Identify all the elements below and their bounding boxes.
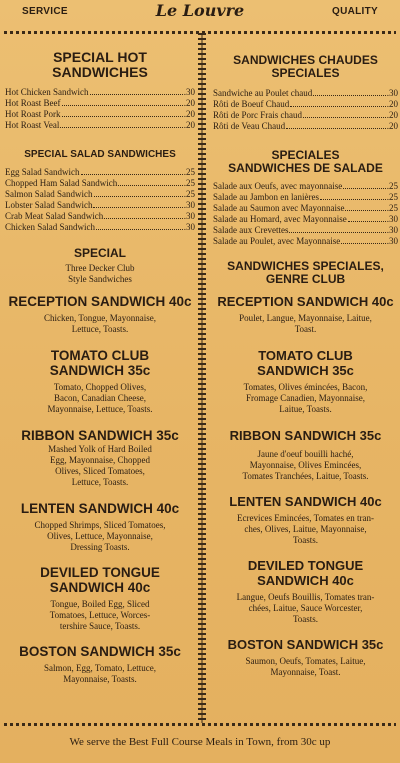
item-name: Lobster Salad Sandwich <box>5 200 93 210</box>
list-item <box>213 88 398 99</box>
special-heading: SPECIAL <box>73 246 126 260</box>
lenten-desc: Chopped Shrimps, Sliced Tomatoes, <box>34 520 166 530</box>
item-price: .30 <box>386 214 398 224</box>
item-name: Crab Meat Salad Sandwich <box>5 211 104 221</box>
deviled-desc: Tomatoes, Lettuce, Worces- <box>49 610 151 620</box>
tomato-desc: Mayonnaise, Lettuce, Toasts. <box>47 404 153 414</box>
item-name: Salmon Salad Sandwich <box>5 189 93 199</box>
tomato-fr-heading: TOMATO CLUB <box>258 348 353 363</box>
special-desc-line: Style Sandwiches <box>68 274 132 284</box>
item-price: .30 <box>183 222 195 232</box>
tomato-fr-desc: Laitue, Toasts. <box>279 404 332 414</box>
boston-desc: Mayonnaise, Toasts. <box>63 674 137 684</box>
hot-sandwiches-list <box>5 87 195 131</box>
tomato-desc: Tomato, Chopped Olives, <box>53 382 147 392</box>
item-price: .20 <box>183 98 195 108</box>
lenten-fr-desc: ches, Olives, Laitue, Mayonnaise, <box>244 524 367 534</box>
list-item <box>5 109 195 120</box>
list-item <box>5 189 195 200</box>
list-item <box>5 98 195 109</box>
item-price: .30 <box>386 225 398 235</box>
item-name: Salade aux Oeufs, avec mayonnaise <box>213 181 343 191</box>
special-fr-heading: GENRE CLUB <box>265 272 346 286</box>
quality-label: QUALITY <box>332 6 378 17</box>
list-item <box>5 222 195 233</box>
item-price: .25 <box>183 189 195 199</box>
deviled-heading: SANDWICH 40c <box>49 580 151 595</box>
reception-desc: Chicken, Tongue, Mayonnaise, <box>44 313 156 323</box>
ribbon-desc: Lettuce, Toasts. <box>71 477 129 487</box>
special-desc-line: Three Decker Club <box>65 263 135 273</box>
item-name: Hot Chicken Sandwich <box>5 87 89 97</box>
deviled-desc: Tongue, Boiled Egg, Sliced <box>50 599 150 609</box>
header <box>0 0 400 30</box>
item-price: .25 <box>183 167 195 177</box>
list-item <box>213 181 398 192</box>
lenten-desc: Olives, Lettuce, Mayonnaise, <box>47 531 153 541</box>
list-item <box>5 200 195 211</box>
salad-sandwiches-heading: SPECIAL SALAD SANDWICHES <box>24 149 176 160</box>
footer-tagline: We serve the Best Full Course Meals in Town, from 30c up <box>69 736 331 748</box>
service-label: SERVICE <box>22 6 68 17</box>
deviled-fr-heading: SANDWICH 40c <box>257 573 354 588</box>
tomato-fr-heading: SANDWICH 35c <box>257 363 354 378</box>
deviled-fr-heading: DEVILED TONGUE <box>247 558 364 573</box>
list-item <box>5 167 195 178</box>
list-item <box>5 211 195 222</box>
tomato-fr-desc: Fromage Canadien, Mayonnaise, <box>246 393 365 403</box>
item-price: .30 <box>183 200 195 210</box>
french-column <box>213 38 398 678</box>
reception-desc: Lettuce, Toasts. <box>71 324 129 334</box>
special-fr-heading: SANDWICHES SPECIALES, <box>227 259 384 273</box>
lenten-desc: Dressing Toasts. <box>70 542 130 552</box>
salad-sandwiches-fr-list <box>213 181 398 247</box>
item-price: .25 <box>183 178 195 188</box>
reception-fr-heading: RECEPTION SANDWICH 40c <box>217 294 394 309</box>
deviled-fr-desc: Langue, Oeufs Bouillis, Tomates tran- <box>236 592 375 602</box>
ribbon-fr-desc: Jaune d'oeuf bouilli haché, <box>257 449 354 459</box>
deviled-fr-desc: Toasts. <box>292 614 319 624</box>
hot-sandwiches-fr-heading: SPECIALES <box>271 66 340 80</box>
center-divider <box>198 33 206 723</box>
brand-title: Le Louvre <box>155 1 245 20</box>
item-price: .20 <box>386 110 398 120</box>
reception-fr-desc: Toast. <box>294 324 317 334</box>
ribbon-desc: Olives, Sliced Tomatoes, <box>55 466 145 476</box>
item-price: .30 <box>386 88 398 98</box>
item-price: .30 <box>183 211 195 221</box>
item-name: Salade au Saumon avec Mayonnaise <box>213 203 345 213</box>
list-item <box>5 178 195 189</box>
list-item <box>213 203 398 214</box>
boston-desc: Salmon, Egg, Tomato, Lettuce, <box>44 663 156 673</box>
salad-sandwiches-fr-heading: SPECIALES <box>271 148 340 162</box>
item-name: Chopped Ham Salad Sandwich <box>5 178 118 188</box>
bottom-border <box>4 723 396 726</box>
english-column <box>5 38 195 685</box>
tomato-heading: TOMATO CLUB <box>50 348 150 363</box>
list-item <box>213 225 398 236</box>
list-item <box>213 192 398 203</box>
item-name: Rôti de Boeuf Chaud <box>213 99 290 109</box>
deviled-heading: DEVILED TONGUE <box>40 565 160 580</box>
item-name: Hot Roast Pork <box>5 109 61 119</box>
item-name: Egg Salad Sandwich <box>5 167 80 177</box>
hot-sandwiches-fr-list <box>213 88 398 132</box>
ribbon-heading: RIBBON SANDWICH 35c <box>21 428 179 443</box>
list-item <box>5 120 195 131</box>
boston-fr-desc: Mayonnaise, Toast. <box>270 667 341 677</box>
hot-sandwiches-heading: SPECIAL HOT SANDWICHES <box>52 49 148 80</box>
item-price: .25 <box>386 192 398 202</box>
item-price: .30 <box>386 236 398 246</box>
lenten-fr-desc: Toasts. <box>292 535 319 545</box>
lenten-fr-heading: LENTEN SANDWICH 40c <box>229 494 382 509</box>
list-item <box>213 236 398 247</box>
boston-fr-heading: BOSTON SANDWICH 35c <box>227 637 384 652</box>
list-item <box>213 121 398 132</box>
item-name: Salade aux Crevettes <box>213 225 289 235</box>
tomato-desc: Bacon, Canadian Cheese, <box>54 393 146 403</box>
item-name: Hot Roast Veal <box>5 120 60 130</box>
item-name: Rôti de Porc Frais chaud <box>213 110 302 120</box>
item-price: .20 <box>183 120 195 130</box>
deviled-fr-desc: chées, Laitue, Sauce Worcester, <box>248 603 363 613</box>
item-price: .20 <box>386 121 398 131</box>
item-name: Salade au Homard, avec Mayonnaise <box>213 214 347 224</box>
hot-sandwiches-fr-heading: SANDWICHES CHAUDES <box>233 53 378 67</box>
boston-fr-desc: Saumon, Oeufs, Tomates, Laitue, <box>245 656 366 666</box>
ribbon-desc: Egg, Mayonnaise, Chopped <box>50 455 150 465</box>
item-price: .25 <box>386 203 398 213</box>
ribbon-fr-desc: Mayonnaise, Olives Emincées, <box>249 460 362 470</box>
salad-sandwiches-fr-heading: SANDWICHES DE SALADE <box>228 161 383 175</box>
list-item <box>213 99 398 110</box>
item-name: Chicken Salad Sandwich <box>5 222 95 232</box>
list-item <box>5 87 195 98</box>
tomato-heading: SANDWICH 35c <box>49 363 151 378</box>
ribbon-fr-heading: RIBBON SANDWICH 35c <box>229 428 382 443</box>
reception-fr-desc: Poulet, Langue, Mayonnaise, Laitue, <box>239 313 372 323</box>
lenten-fr-desc: Ecrevices Emincées, Tomates en tran- <box>237 513 374 523</box>
item-name: Salade au Poulet, avec Mayonnaise <box>213 236 341 246</box>
ribbon-fr-desc: Tomates Tranchées, Laitue, Toasts. <box>242 471 369 481</box>
ribbon-desc: Mashed Yolk of Hard Boiled <box>48 444 152 454</box>
item-name: Rôti de Veau Chaud <box>213 121 286 131</box>
item-price: .20 <box>386 99 398 109</box>
item-name: Sandwiche au Poulet chaud <box>213 88 313 98</box>
boston-heading: BOSTON SANDWICH 35c <box>19 644 181 659</box>
list-item <box>213 110 398 121</box>
item-name: Salade au Jambon en lanières <box>213 192 319 202</box>
item-name: Hot Roast Beef <box>5 98 61 108</box>
salad-sandwiches-list <box>5 167 195 233</box>
tomato-fr-desc: Tomates, Olives émincées, Bacon, <box>243 382 368 392</box>
item-price: .30 <box>183 87 195 97</box>
lenten-heading: LENTEN SANDWICH 40c <box>20 501 180 516</box>
item-price: .20 <box>183 109 195 119</box>
deviled-desc: tershire Sauce, Toasts. <box>59 621 141 631</box>
reception-heading: RECEPTION SANDWICH 40c <box>8 294 192 309</box>
list-item <box>213 214 398 225</box>
item-price: .25 <box>386 181 398 191</box>
